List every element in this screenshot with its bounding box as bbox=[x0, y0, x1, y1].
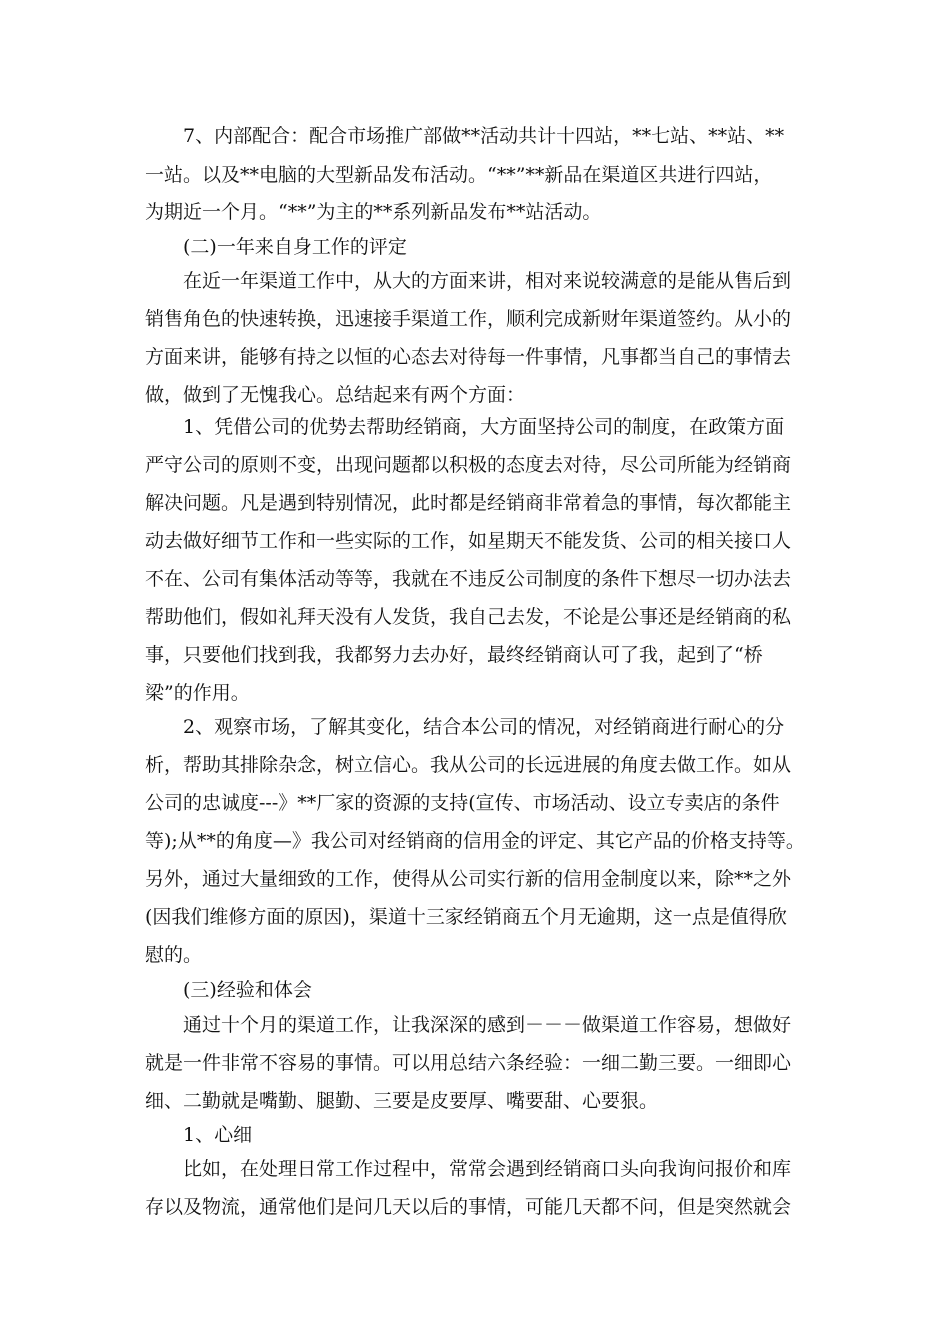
text-line: 就是一件非常不容易的事情。可以用总结六条经验：一细二勤三要。一细即心 bbox=[145, 1052, 792, 1074]
text-line: 析，帮助其排除杂念，树立信心。我从公司的长远进展的角度去做工作。如从 bbox=[145, 754, 792, 776]
text-line: 慰的。 bbox=[145, 944, 203, 966]
text-line: 动去做好细节工作和一些实际的工作，如星期天不能发货、公司的相关接口人 bbox=[145, 530, 792, 552]
text-line: 通过十个月的渠道工作，让我深深的感到－－－做渠道工作容易，想做好 bbox=[145, 1014, 792, 1036]
text-line: 在近一年渠道工作中，从大的方面来讲，相对来说较满意的是能从售后到 bbox=[145, 270, 792, 292]
text-line: 7、内部配合：配合市场推广部做**活动共计十四站，**七站、**站、** bbox=[145, 125, 785, 147]
text-line: 一站。以及**电脑的大型新品发布活动。“**”**新品在渠道区共进行四站， bbox=[145, 164, 773, 186]
text-line: 细、二勤就是嘴勤、腿勤、三要是皮要厚、嘴要甜、心要狠。 bbox=[145, 1090, 659, 1112]
text-line: 不在、公司有集体活动等等，我就在不违反公司制度的条件下想尽一切办法去 bbox=[145, 568, 792, 590]
text-line: 帮助他们，假如礼拜天没有人发货，我自己去发，不论是公事还是经销商的私 bbox=[145, 606, 792, 628]
text-line: 另外，通过大量细致的工作，使得从公司实行新的信用金制度以来，除**之外 bbox=[145, 868, 792, 890]
text-line: 销售角色的快速转换，迅速接手渠道工作，顺利完成新财年渠道签约。从小的 bbox=[145, 308, 792, 330]
text-line: 方面来讲，能够有持之以恒的心态去对待每一件事情，凡事都当自己的事情去 bbox=[145, 346, 792, 368]
text-line: 严守公司的原则不变，出现问题都以积极的态度去对待，尽公司所能为经销商 bbox=[145, 454, 792, 476]
text-line: (因我们维修方面的原因)，渠道十三家经销商五个月无逾期，这一点是值得欣 bbox=[145, 906, 787, 928]
section-heading: (三)经验和体会 bbox=[145, 979, 312, 1001]
text-line: 1、凭借公司的优势去帮助经销商，大方面坚持公司的制度，在政策方面 bbox=[145, 416, 785, 438]
text-line: 等);从**的角度—》我公司对经销商的信用金的评定、其它产品的价格支持等。 bbox=[145, 830, 805, 852]
text-line: 事，只要他们找到我，我都努力去办好，最终经销商认可了我，起到了“桥 bbox=[145, 644, 763, 666]
text-line: 为期近一个月。“**”为主的**系列新品发布**站活动。 bbox=[145, 201, 602, 223]
text-line: 存以及物流，通常他们是问几天以后的事情，可能几天都不问，但是突然就会 bbox=[145, 1196, 792, 1218]
text-line: 解决问题。凡是遇到特别情况，此时都是经销商非常着急的事情，每次都能主 bbox=[145, 492, 792, 514]
text-line: 做，做到了无愧我心。总结起来有两个方面： bbox=[145, 384, 526, 406]
subsection-heading: 1、心细 bbox=[145, 1124, 253, 1146]
text-line: 公司的忠诚度---》**厂家的资源的支持(宣传、市场活动、设立专卖店的条件 bbox=[145, 792, 780, 814]
text-line: 2、观察市场，了解其变化，结合本公司的情况，对经销商进行耐心的分 bbox=[145, 716, 785, 738]
text-line: 比如，在处理日常工作过程中，常常会遇到经销商口头向我询问报价和库 bbox=[145, 1158, 792, 1180]
section-heading: (二)一年来自身工作的评定 bbox=[145, 236, 407, 258]
text-line: 梁”的作用。 bbox=[145, 682, 250, 704]
